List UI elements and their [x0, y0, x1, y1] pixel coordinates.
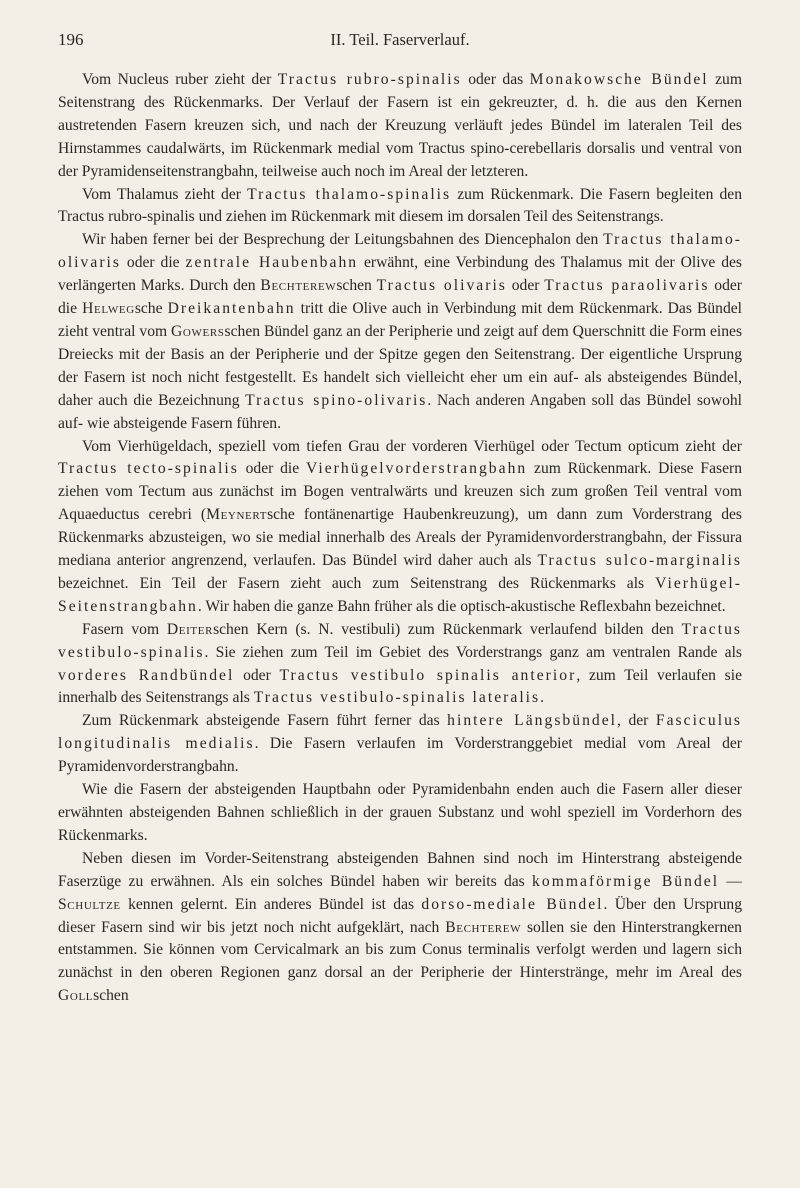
paragraph-5: Fasern vom Deiterschen Kern (s. N. vestibuli) zum Rückenmark verlaufend bilden den Tractus vestibulo-spinalis. Sie ziehen zum Teil im Gebiet des Vorderstrangs ganz am ventralen Rande als vorderes Randbündel oder Tractus vestibulo spinalis anterior, zum Teil verlaufen sie innerhalb des Seitenstrangs als Tractus vestibulo-spinalis lateralis. — [58, 620, 742, 707]
term: Tractus rubro-spinalis — [277, 71, 462, 88]
paragraph-1: Vom Nucleus ruber zieht der Tractus rubro-spinalis oder das Monakowsche Bündel zum Seitenstrang des Rückenmarks. Der Verlauf der Fasern ist ein gekreuzter, d. h. die aus den Kernen austretenden Fasern kreuzen sich, und nach der Kreuzung verläuft jedes Bündel im lateralen Teil des Hirnstammes caudalwärts, im Rückenmark medial vom Tractus spino-cerebellaris dorsalis und ventral von der Pyramidenseitenstrangbahn, teilweise auch noch im Areal der letzteren. — [58, 71, 742, 180]
term: Tractus vestibulo-spinalis lateralis — [253, 689, 541, 707]
author-name: Goll — [58, 987, 94, 1005]
body-text — [58, 69, 742, 1008]
author-name: Gowers — [171, 322, 225, 340]
page-header — [58, 30, 742, 54]
paragraph-6: Zum Rückenmark absteigende Fasern führt ferner das hintere Längsbündel, der Fasciculus longitudinalis medialis. Die Fasern verlaufen im Vorderstranggebiet medial vom Areal der Pyramidenvorderstrangbahn. — [58, 712, 742, 776]
author-name: Deiter — [166, 620, 214, 638]
term: Tractus thalamo-olivaris — [58, 231, 742, 272]
author-name: Bechterew — [445, 918, 522, 936]
paragraph-7: Wie die Fasern der absteigenden Hauptbahn oder Pyramidenbahn enden auch die Fasern aller dieser erwähnten absteigenden Bahnen schließlich in der grauen Substanz und wohl speziell im Vorderhorn des Rückenmarks. — [58, 781, 742, 844]
author-name: Helweg — [82, 300, 135, 318]
term: Tractus vestibulo spinalis anterior — [279, 666, 577, 684]
term: Tractus sulco-marginalis — [537, 552, 743, 570]
term: Monakowsche Bündel — [529, 71, 709, 88]
term: Dreikantenbahn — [167, 300, 296, 318]
term: dorso-mediale Bündel — [421, 895, 604, 913]
term: hintere Längsbündel — [447, 712, 618, 730]
term: Tractus paraolivaris — [544, 277, 710, 295]
term: Tractus olivaris — [376, 277, 507, 295]
paragraph-3: Wir haben ferner bei der Besprechung der Leitungsbahnen des Diencephalon den Tractus thalamo-olivaris oder die zentrale Haubenbahn erwähnt, eine Verbindung des Thalamus mit der Olive des verlängerten Marks. Durch den Bechterewschen Tractus olivaris oder Tractus paraolivaris oder die Helwegsche Dreikantenbahn tritt die Olive auch in Verbindung mit dem Rückenmark. Das Bündel zieht ventral vom Gowersschen Bündel ganz an der Peripherie und zeigt auf dem Querschnitt die Form eines Dreiecks mit der Basis an der Peripherie und der Spitze gegen den Seitenstrang. Der eigentliche Ursprung der Fasern ist noch nicht festgestellt. Es handelt sich vielleicht eher um ein auf- als absteigendes Bündel, daher auch die Bezeichnung Tractus spino-olivaris. Nach anderen Angaben soll das Bündel sowohl auf- wie absteigende Fasern führen. — [58, 231, 743, 432]
term: Tractus thalamo-spinalis — [247, 185, 452, 203]
term: zentrale Haubenbahn — [185, 254, 359, 272]
running-head: II. Teil. Faserverlauf. — [330, 30, 470, 49]
author-name: Schultze — [58, 895, 121, 913]
term: Tractus vestibulo-spinalis — [58, 620, 742, 661]
term: Fasciculus longitudinalis medialis — [58, 712, 742, 753]
paragraph-4: Vom Vierhügeldach, speziell vom tiefen Grau der vorderen Vierhügel oder Tectum opticum zieht der Tractus tecto-spinalis oder die Vierhügelvorderstrangbahn zum Rückenmark. Diese Fasern ziehen vom Tectum aus zunächst im Bogen ventralwärts und kreuzen sich zum großen Teil ventral vom Aquaeductus cerebri (Meynertsche fontänenartige Haubenkreuzung), um dann zum Vorderstrang des Rückenmarks abzusteigen, wo sie medial innerhalb des Areals der Pyramidenvorderstrangbahn, der Fissura mediana anterior angrenzend, verlaufen. Das Bündel wird daher auch als Tractus sulco-marginalis bezeichnet. Ein Teil der Fasern zieht auch zum Seitenstrang des Rückenmarks als Vierhügel-Seitenstrangbahn. Wir haben die ganze Bahn früher als die optisch-akustische Reflexbahn bezeichnet. — [58, 437, 743, 615]
paragraph-2: Vom Thalamus zieht der Tractus thalamo-spinalis zum Rückenmark. Die Fasern begleiten den Tractus rubro-spinalis und ziehen im Rückenmark mit diesem im dorsalen Teil des Seitenstrangs. — [58, 185, 742, 226]
paragraph-8: Neben diesen im Vorder-Seitenstrang absteigenden Bahnen sind noch im Hinterstrang absteigende Faserzüge zu erwähnen. Als ein solches Bündel haben wir bereits das kommaförmige Bündel — Schultze kennen gelernt. Ein anderes Bündel ist das dorso-mediale Bündel. Über den Ursprung dieser Fasern sind wir bis jetzt noch nicht aufgeklärt, nach Bechterew sollen sie den Hinterstrangkernen entstammen. Sie können vom Cervicalmark an bis zum Conus terminalis verfolgt werden und lagern sich zunächst in den oberen Regionen ganz dorsal an der Peripherie der Hinterstränge, mehr im Areal des Gollschen — [58, 849, 743, 1005]
term: kommaförmige Bündel — [532, 872, 720, 890]
term: Tractus tecto-spinalis — [58, 460, 239, 478]
term: Tractus spino-olivaris — [245, 391, 428, 409]
term: Vierhügelvorderstrangbahn — [306, 460, 528, 478]
term: Vierhügel-Seitenstrangbahn — [58, 574, 742, 615]
term: vorderes Randbündel — [58, 666, 235, 684]
author-name: Meynert — [206, 506, 268, 524]
page-number: 196 — [58, 30, 84, 49]
author-name: Bechterew — [260, 277, 337, 295]
